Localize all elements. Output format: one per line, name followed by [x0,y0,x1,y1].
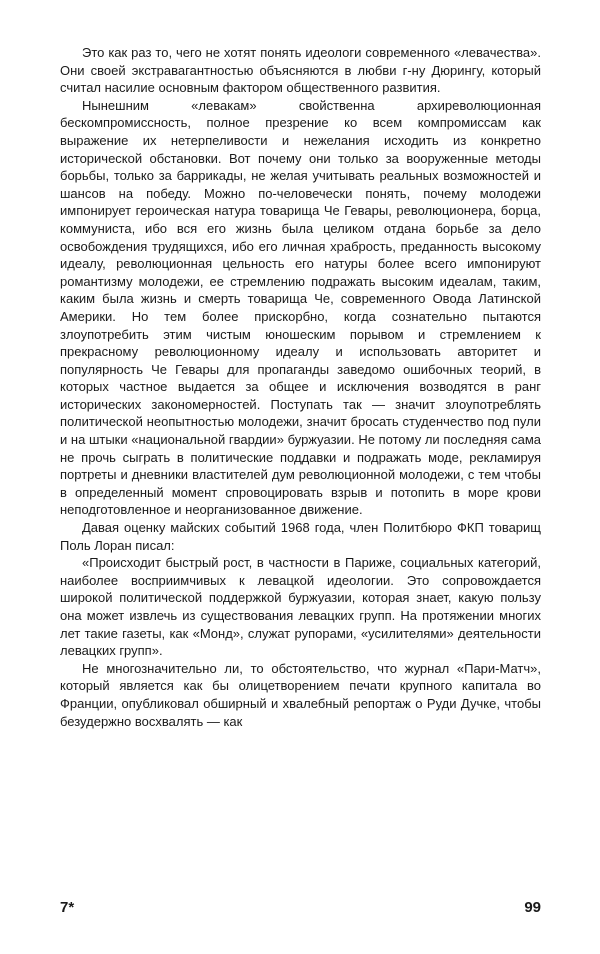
printer-signature: 7* [60,899,75,916]
paragraph-1: Это как раз то, чего не хотят понять идеологи современного «левачества». Они своей экстравагантностью объясняются в любви г-ну Дюрингу, который считал насилие основным фактором общественного развития. [60,45,541,96]
paragraph-closing: Не многозначительно ли, то обстоятельство, что журнал «Пари-Матч», который является как бы олицетворением печати крупного капитала во Франции, опубликовал обширный и хвалебный репортаж о Руди Дучке, чтобы безудержно восхвалять — как [60,660,541,729]
page-body [60,44,541,730]
paragraph-3: Давая оценку майских событий 1968 года, член Политбюро ФКП товарищ Поль Лоран писал: [60,520,541,553]
paragraph-2: Нынешним «левакам» свойственна архиреволюционная бескомпромиссность, полное презрение ко всем компромиссам как выражение их нетерпеливости и нежелания исходить из конкретно исторической обстановки. Вот почему они только за вооруженные методы борьбы, только за баррикады, не желая учитывать реальных возможностей и шансов на победу. Можно по-человечески понять, почему молодежи импонирует героическая натура товарища Че Гевары, революционера, борца, коммуниста, ибо вся его жизнь была целиком отдана борьбе за дело освобождения трудящихся, ибо его личная храбрость, преданность высокому идеалу, революционная цельность его натуры более всего импонируют романтизму молодежи, ее стремлению подражать высоким идеалам, таким, каким была жизнь и смерть товарища Че, современного Овода Латинской Америки. Но тем более прискорбно, когда сознательно пытаются злоупотребить этим чистым юношеским порывом и стремлением к прекрасному революционному идеалу и использовать авторитет и популярность Че Гевары для пропаганды заведомо ошибочных теорий, в которых частное выдается за общее и исключения возводятся в ранг исторических закономерностей. Поступать так — значит злоупотреблять политической неопытностью молодежи, значит бросать студенчество под пули и на штыки «национальной гвардии» буржуазии. Не потому ли последняя сама не прочь сыграть в политические поддавки и подражать моде, рекламируя портреты и дневники властителей дум революционной молодежи, с тем чтобы в определенный момент спровоцировать взрыв и потопить в море крови неподготовленное и неорганизованное движение. [60,97,541,518]
quotation: «Происходит быстрый рост, в частности в Париже, социальных категорий, наиболее восприимчивых к левацкой идеологии. Это сопровождается широкой политической поддержкой буржуазии, которая знает, какую пользу она может извлечь из существования левацких групп. На протяжении многих лет такие газеты, как «Монд», служат рупорами, «усилителями» деятельности левацких групп». [60,555,541,659]
page-number: 99 [524,899,541,916]
page-footer [60,899,541,921]
